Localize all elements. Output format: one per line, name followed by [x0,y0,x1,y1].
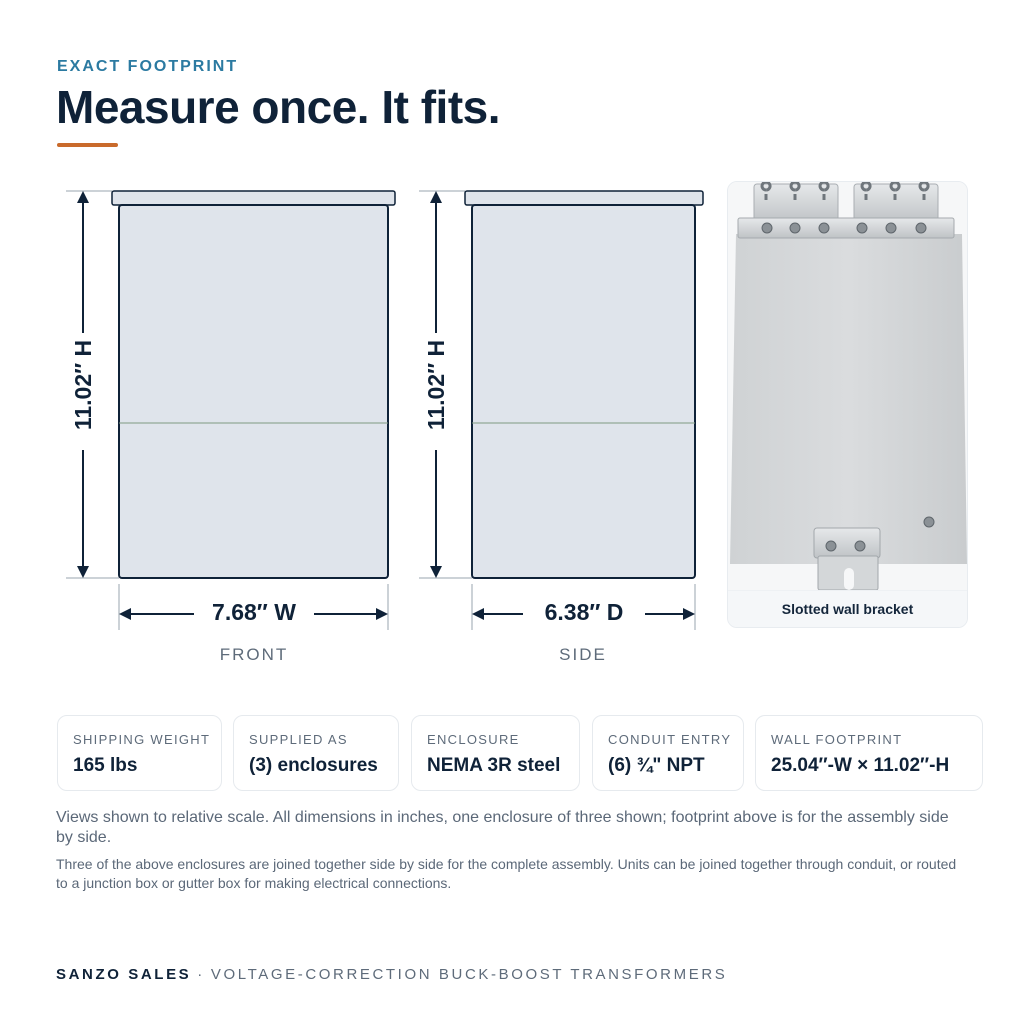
scale-note: Views shown to relative scale. All dimensions in inches, one enclosure of three shown; footprint above is for the assembly side by side. [56,809,949,846]
spec-value: (3) enclosures [249,755,378,776]
side-view-label: SIDE [559,645,607,664]
page-title: Measure once. It fits. [56,81,501,133]
wall-bracket-image [728,182,968,590]
spec-label: SUPPLIED AS [249,732,348,747]
spec-label: SHIPPING WEIGHT [73,732,211,747]
spec-label: WALL FOOTPRINT [771,732,903,747]
spec-value: NEMA 3R steel [427,755,561,776]
bracket-photo-card [727,181,968,628]
side-depth-dimension: 6.38″ D [544,599,624,626]
front-lid [112,191,395,205]
right-mount-tab [854,182,938,222]
side-height-dimension: 11.02″ H [423,339,450,431]
spec-card-shipping-weight [57,715,222,791]
front-height-dimension: 11.02″ H [70,339,97,431]
assembly-note: Three of the above enclosures are joined together side by side for the complete assembly. Units can be joined together through conduit, or routed to a junction box or gutter box for making electrical connections. [56,856,957,891]
spec-card-wall-footprint [755,715,983,791]
section-eyebrow: EXACT FOOTPRINT [57,58,239,75]
spec-card-supplied-as [233,715,399,791]
spec-value: 25.04″-W × 11.02″-H [771,755,950,776]
bottom-slotted-tab [814,528,880,590]
front-width-dimension: 7.68″ W [212,599,296,626]
side-lid [465,191,703,205]
brand-name: SANZO SALES [56,966,192,983]
side-enclosure-body [472,205,695,578]
front-view [66,191,395,630]
spec-card-conduit-entry [592,715,744,791]
spec-label: ENCLOSURE [427,732,520,747]
footer-separator: · [197,966,205,983]
front-view-label: FRONT [219,645,289,664]
front-enclosure-body [119,205,388,578]
spec-value: (6) ¾" NPT [608,755,705,776]
spec-label: CONDUIT ENTRY [608,732,732,747]
left-mount-tab [754,182,838,222]
side-view [419,191,703,630]
bracket-caption: Slotted wall bracket [781,601,914,617]
spec-value: 165 lbs [73,755,138,776]
footer [56,966,727,983]
spec-card-enclosure [411,715,580,791]
footer-tagline: VOLTAGE-CORRECTION BUCK-BOOST TRANSFORMERS [210,966,728,983]
